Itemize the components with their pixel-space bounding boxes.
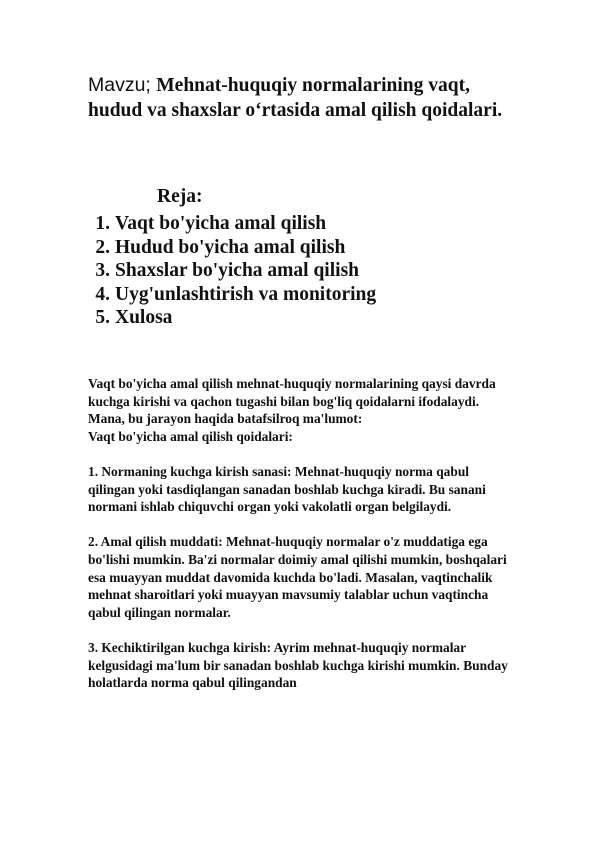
plan-heading: Reja: xyxy=(157,186,203,207)
plan-item-text: Xulosa xyxy=(115,307,173,328)
plan-item-text: Uyg'unlashtirish va monitoring xyxy=(115,283,377,305)
plan-item xyxy=(84,236,376,260)
plan-item xyxy=(84,283,376,307)
section-subheading: Vaqt bo'yicha amal qilish qoidalari: xyxy=(88,428,293,444)
plan-item-text: Shaxslar bo'yicha amal qilish xyxy=(115,260,359,281)
paragraph-2: 2. Amal qilish muddati: Mehnat-huquqiy normalar o'z muddatiga ega bo'lishi mumkin. Ba'zi normalar doimiy amal qilishi mumkin, boshqalari esa muayyan muddat davomida kuchda bo'ladi. Masalan, vaqtinchalik mehnat sharoitlari yoki muayyan mavsumiy talablar uchun vaqtincha qabul qilingan normalar. xyxy=(88,534,507,620)
paragraph-gap xyxy=(88,516,513,534)
document-title xyxy=(88,73,528,123)
plan-item-number: 1. xyxy=(95,213,110,234)
intro-paragraph: Vaqt bo'yicha amal qilish mehnat-huquqiy normalarining qaysi davrda kuchga kirishi va qachon tugashi bilan bog'liq qoidalarni ifodalaydi. Mana, bu jarayon haqida batafsilroq ma'lumot: xyxy=(88,376,496,427)
plan-item xyxy=(84,212,376,236)
paragraph-gap xyxy=(88,445,513,463)
paragraph-3: 3. Kechiktirilgan kuchga kirish: Ayrim mehnat-huquqiy normalar kelgusidagi ma'lum bir sanadan boshlab kuchga kirishi mumkin. Bunday holatlarda norma qabul qilingandan xyxy=(88,639,508,691)
plan-item-text: Vaqt bo'yicha amal qilish xyxy=(115,213,327,234)
plan-list xyxy=(84,212,376,330)
plan-item-number: 4. xyxy=(95,283,110,305)
plan-item xyxy=(84,259,376,283)
plan-item-number: 2. xyxy=(95,236,110,258)
plan-item xyxy=(84,306,376,330)
document-body xyxy=(88,375,513,692)
paragraph-gap xyxy=(88,621,513,639)
plan-item-text: Hudud bo'yicha amal qilish xyxy=(115,236,346,258)
title-prefix: Mavzu; xyxy=(88,74,157,96)
title-text: Mehnat-huquqiy normalarining vaqt, hudud va shaxslar o‘rtasida amal qilish qoidalari. xyxy=(88,75,503,121)
paragraph-1: 1. Normaning kuchga kirish sanasi: Mehnat-huquqiy norma qabul qilingan yoki tasdiqlangan sanadan boshlab kuchga kiradi. Bu sanani normani ishlab chiquvchi organ yoki vakolatli organ belgilaydi. xyxy=(88,463,486,515)
plan-item-number: 3. xyxy=(95,260,110,281)
plan-item-number: 5. xyxy=(95,307,110,328)
